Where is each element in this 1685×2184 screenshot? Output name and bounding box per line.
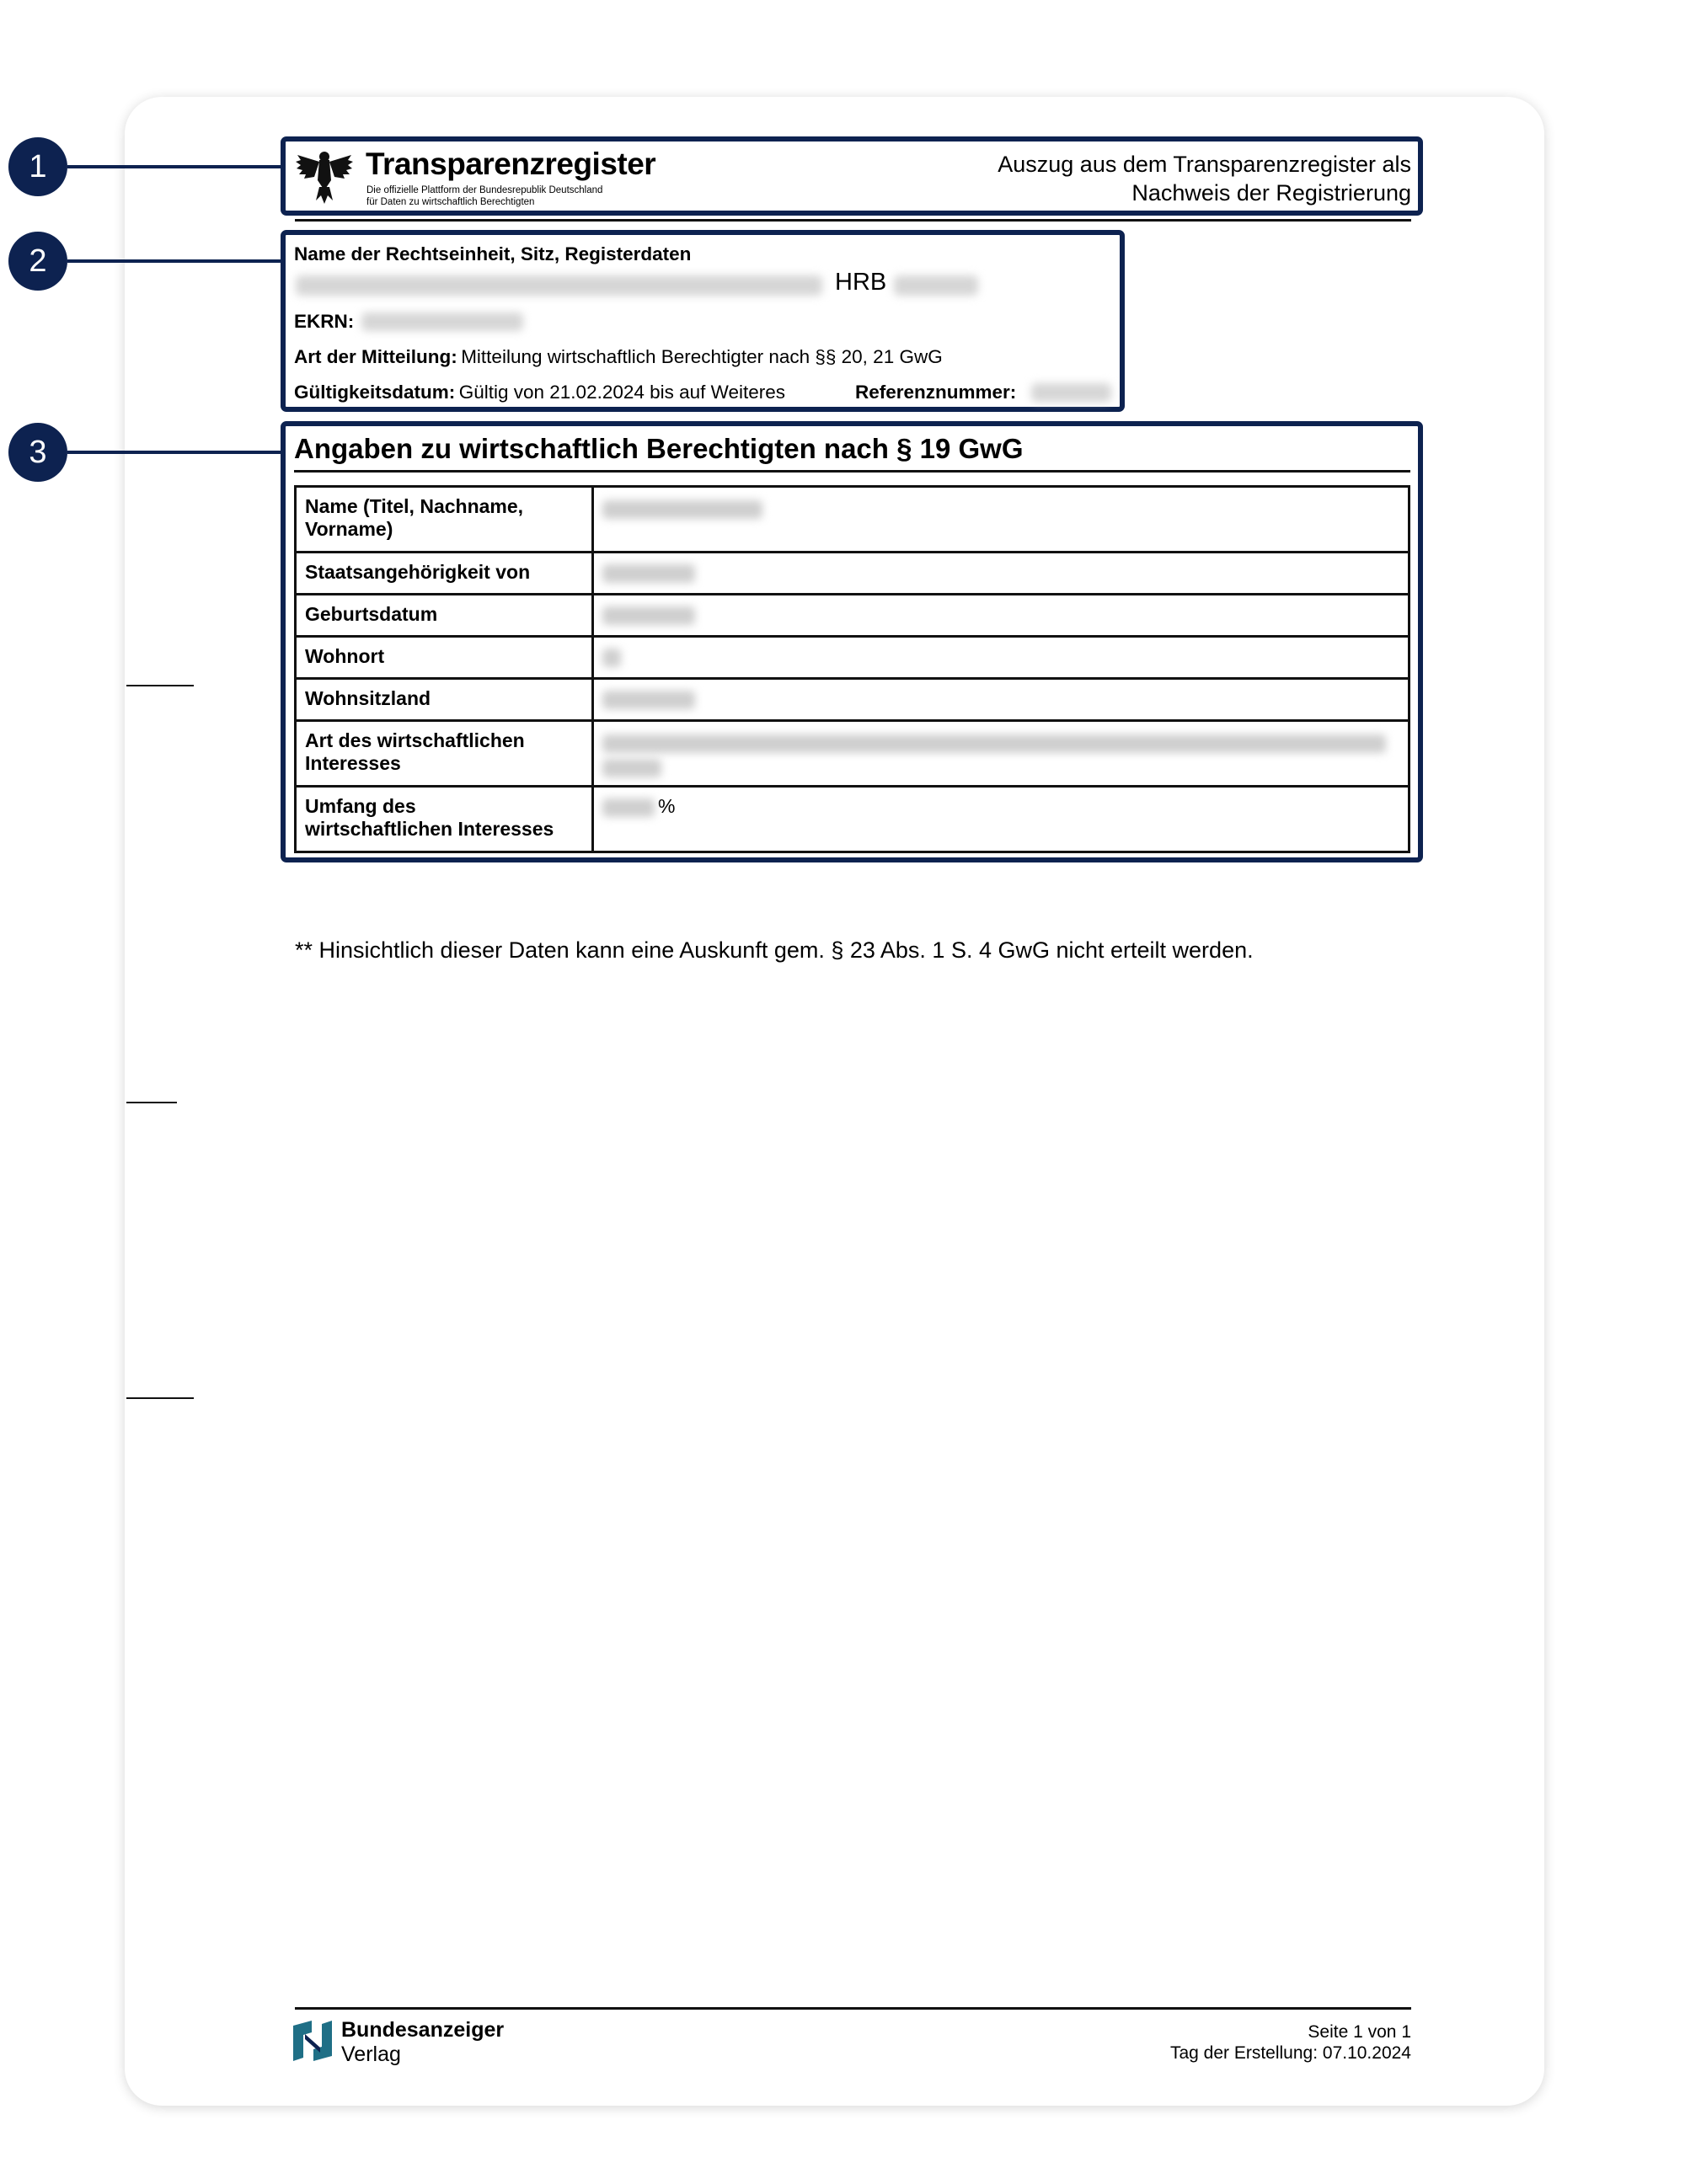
row-label: Staatsangehörigkeit von <box>296 553 593 595</box>
left-margin-line <box>126 1102 177 1103</box>
table-row <box>296 787 1410 852</box>
document-title: Auszug aus dem Transparenzregister als Nachweis der Registrierung <box>998 152 1411 206</box>
row-label: Art des wirtschaftlichen Interesses <box>296 721 593 787</box>
table-row <box>296 679 1410 721</box>
bundesanzeiger-logo-icon <box>293 2021 332 2061</box>
row-value-redacted <box>593 637 1410 679</box>
reference-number-label: Referenznummer: <box>855 382 1017 403</box>
ekrn-redacted <box>361 312 523 331</box>
row-label: Geburtsdatum <box>296 595 593 637</box>
table-row <box>296 595 1410 637</box>
federal-eagle-icon <box>294 147 355 207</box>
creation-date: Tag der Erstellung: 07.10.2024 <box>1169 2043 1411 2063</box>
entity-name-label: Name der Rechtseinheit, Sitz, Registerdaten <box>294 243 692 264</box>
header-divider <box>295 219 1411 222</box>
brand-title: Transparenzregister <box>366 147 656 181</box>
callout-leader-1 <box>67 165 282 168</box>
callout-badge-2: 2 <box>8 232 67 291</box>
footer-divider <box>295 2007 1411 2010</box>
row-label: Umfang des wirtschaftlichen Interesses <box>296 787 593 852</box>
table-row <box>296 721 1410 787</box>
section-title-divider <box>294 470 1410 473</box>
ekrn-label: EKRN: <box>294 311 355 332</box>
row-label: Wohnsitzland <box>296 679 593 721</box>
left-margin-line <box>126 685 194 686</box>
page-number: Seite 1 von 1 <box>1308 2022 1411 2042</box>
row-label: Wohnort <box>296 637 593 679</box>
callout-leader-2 <box>67 259 282 263</box>
hrb-label: HRB <box>835 269 887 296</box>
publisher-subtitle: Verlag <box>341 2042 401 2066</box>
footer-info <box>1170 2021 1411 2064</box>
callout-badge-1: 1 <box>8 137 67 196</box>
section-title: Angaben zu wirtschaftlich Berechtigten nach § 19 GwG <box>294 433 1024 464</box>
row-value-redacted <box>593 679 1410 721</box>
callout-leader-3 <box>67 451 282 454</box>
header-box <box>281 136 1423 216</box>
reference-number-redacted <box>1031 383 1111 402</box>
table-row <box>296 637 1410 679</box>
callout-badge-3: 3 <box>8 423 67 482</box>
beneficiary-table <box>294 485 1410 853</box>
validity-row: Gültigkeitsdatum: Gültig von 21.02.2024 bis auf Weiteres <box>294 382 786 403</box>
brand-subtitle: Die offizielle Plattform der Bundesrepublik Deutschland für Daten zu wirtschaftlich Berechtigten <box>366 185 603 207</box>
row-value: % <box>593 787 1410 852</box>
table-row <box>296 553 1410 595</box>
row-value-redacted <box>593 721 1410 787</box>
table-row <box>296 487 1410 553</box>
hrb-number-redacted <box>894 275 978 296</box>
publisher-name: Bundesanzeiger <box>341 2018 505 2042</box>
row-value-redacted <box>593 487 1410 553</box>
registry-data-box <box>281 230 1125 412</box>
row-value-redacted <box>593 595 1410 637</box>
beneficiary-box <box>281 421 1423 862</box>
row-label: Name (Titel, Nachname, Vorname) <box>296 487 593 553</box>
footnote: ** Hinsichtlich dieser Daten kann eine Auskunft gem. § 23 Abs. 1 S. 4 GwG nicht erteilt werden. <box>295 937 1254 963</box>
entity-name-redacted <box>296 275 822 296</box>
notice-type-row: Art der Mitteilung: Mitteilung wirtschaftlich Berechtigter nach §§ 20, 21 GwG <box>294 346 943 367</box>
left-margin-line <box>126 1397 194 1399</box>
row-value-redacted <box>593 553 1410 595</box>
